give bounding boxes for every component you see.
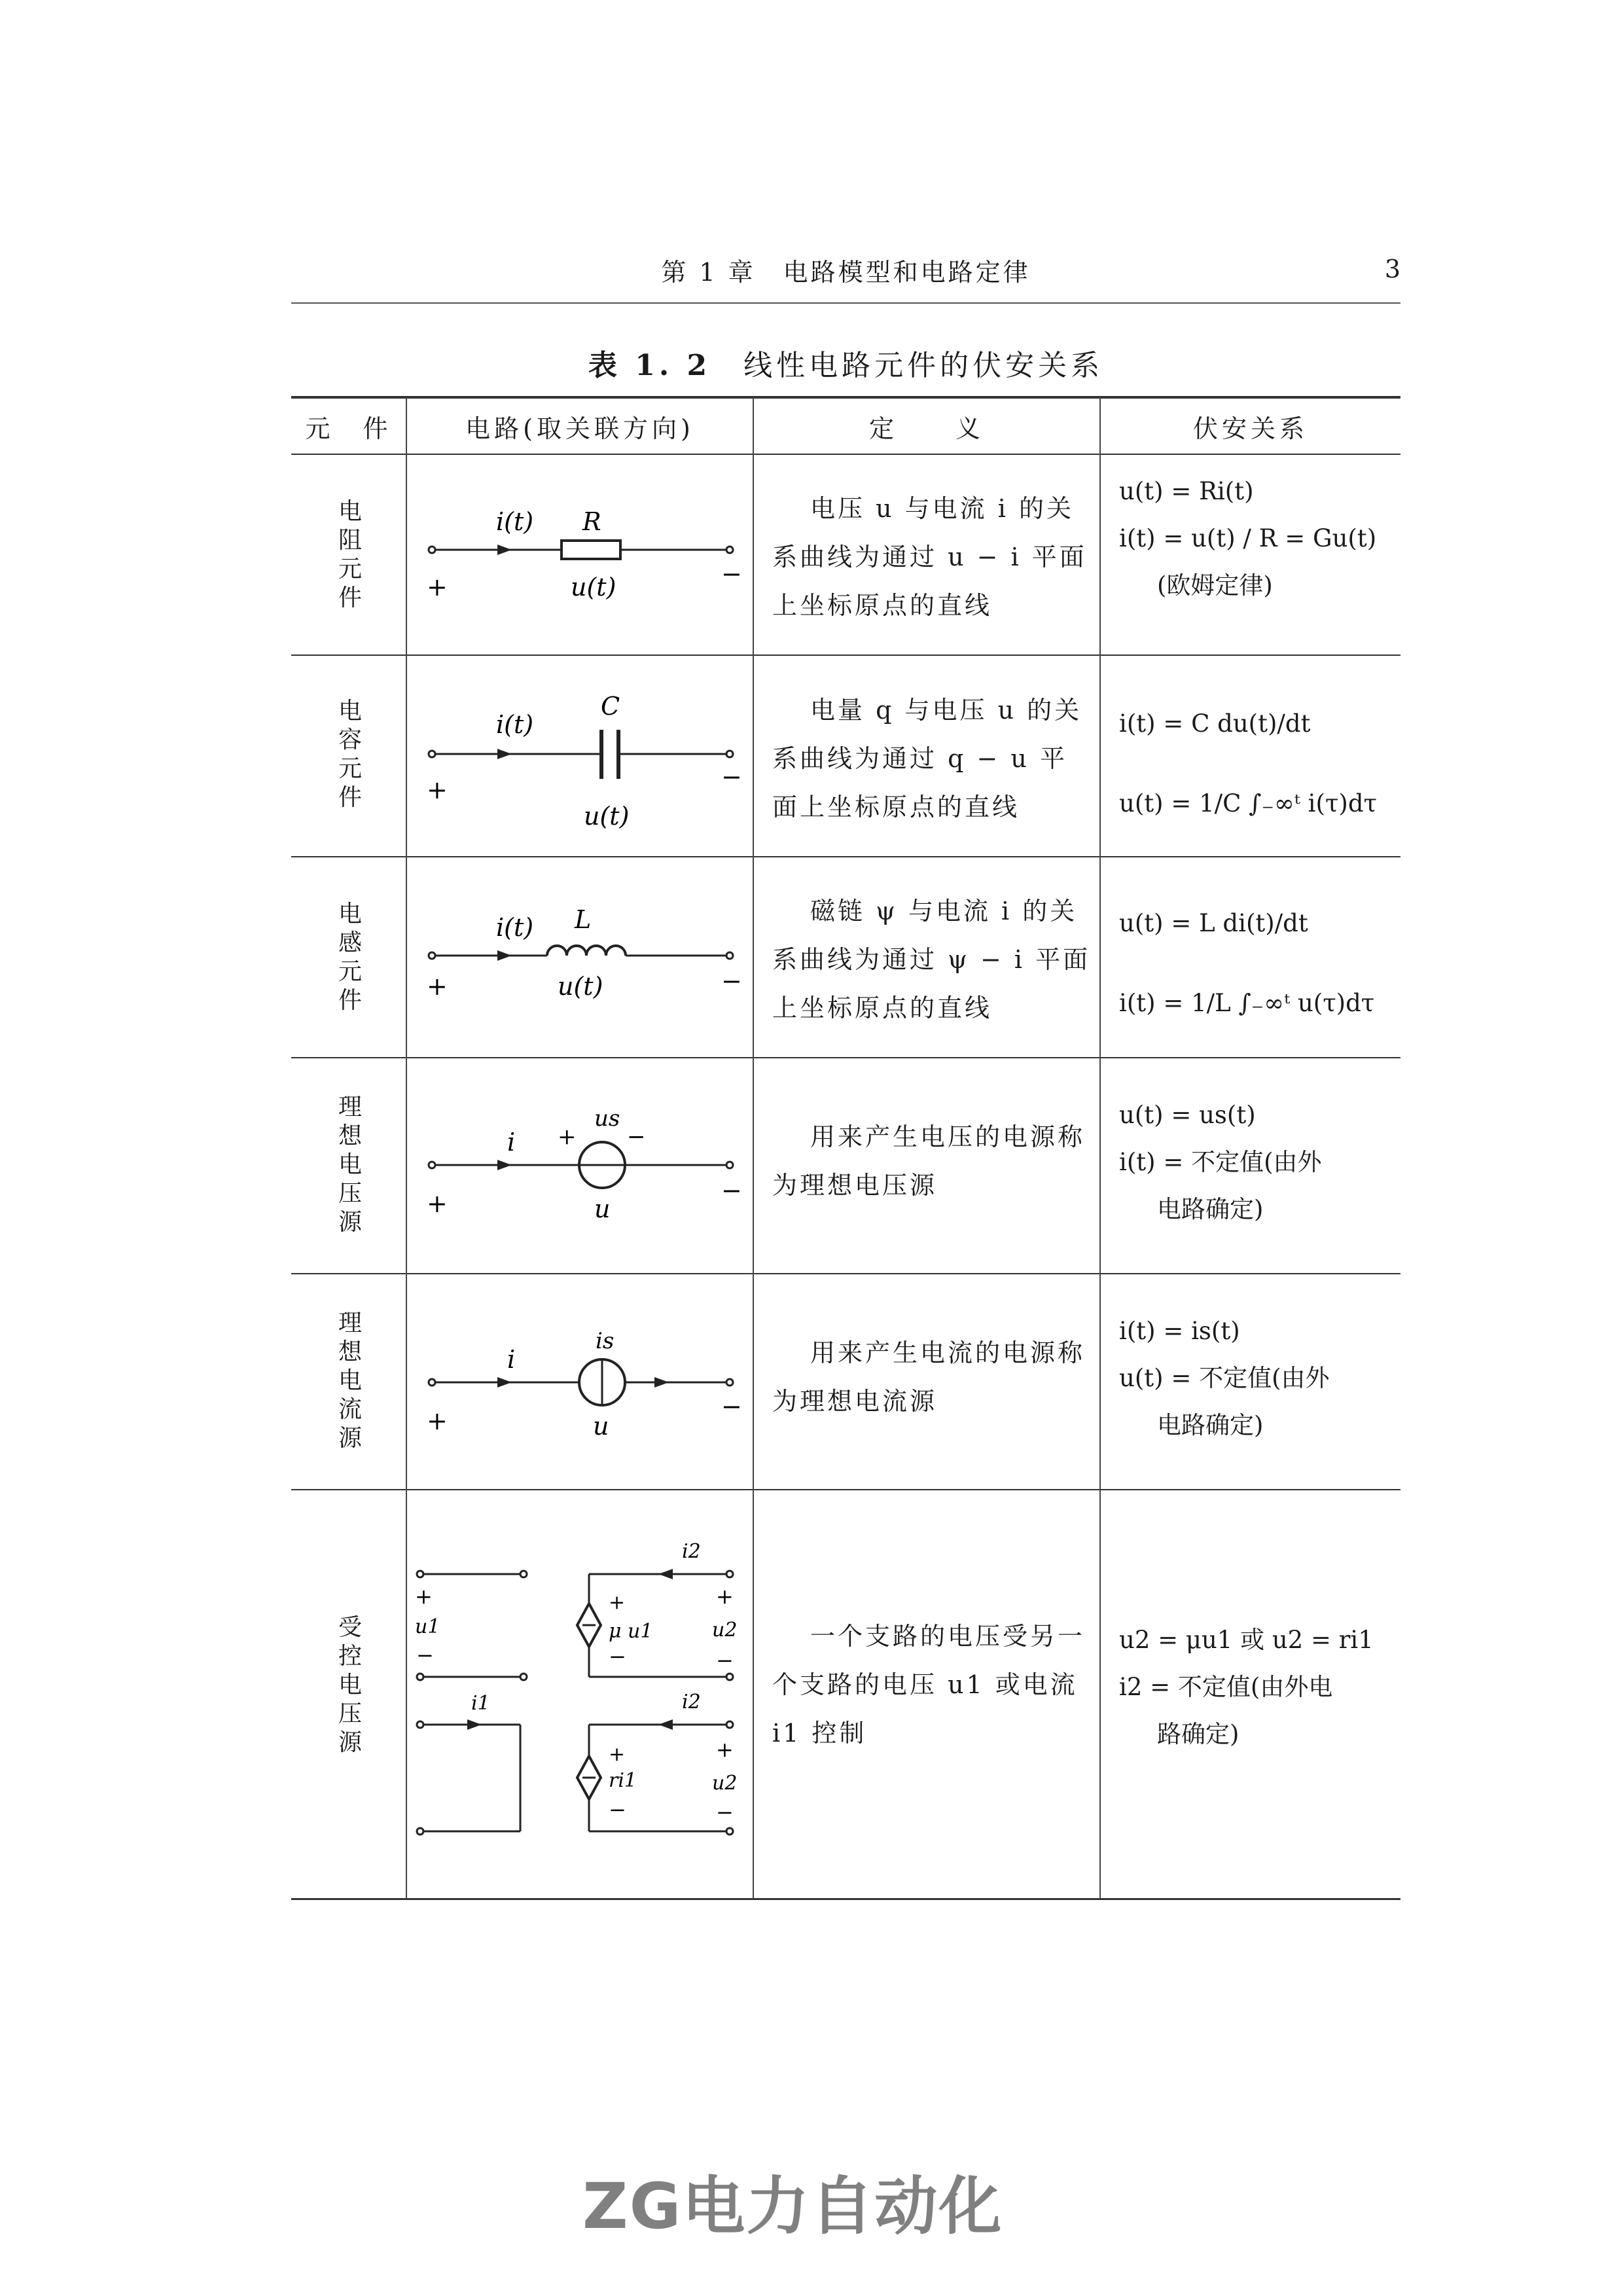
plus-sign: + (427, 972, 448, 1001)
header-circuit: 电路(取关联方向) (465, 414, 694, 443)
row-divider (291, 1489, 1400, 1490)
voltage-source-circuit (419, 1100, 746, 1250)
header-vi-relation: 伏安关系 (1192, 414, 1308, 443)
current-label: i(t) (496, 507, 534, 536)
minus-sign: − (416, 1643, 434, 1668)
control-current-label: i1 (471, 1692, 490, 1715)
minus-sign: − (609, 1644, 626, 1669)
resistor-symbol (562, 541, 620, 559)
definition-text: 电压 u 与电流 i 的关系曲线为通过 u − i 平面上坐标原点的直线 (772, 494, 1087, 620)
plus-sign: + (609, 1743, 626, 1766)
output-current-label: i2 (682, 1691, 701, 1713)
plus-sign: + (415, 1584, 433, 1609)
header-rule (291, 302, 1400, 304)
vi-relation: u(t) = L di(t)/dt i(t) = 1/L ∫₋∞ᵗ u(τ)dτ (1119, 909, 1375, 1017)
plus-sign: + (427, 1189, 448, 1218)
definition-text: 一个支路的电压受另一个支路的电压 u1 或电流 i1 控制 (772, 1622, 1086, 1748)
output-voltage-label: u2 (712, 1772, 738, 1795)
current-arrow-icon (497, 749, 512, 759)
output-voltage-label: u2 (712, 1619, 738, 1641)
table-number: 表 1. 2 (588, 349, 711, 382)
minus-sign: − (721, 1176, 742, 1205)
source-label: us (594, 1105, 620, 1132)
component-label: R (582, 507, 601, 536)
voltage-label: u(t) (571, 573, 616, 601)
plus-sign: + (609, 1591, 626, 1614)
minus-sign: − (716, 1648, 734, 1673)
current-arrow-icon (658, 1719, 673, 1730)
current-label: i (507, 1128, 516, 1157)
plus-sign: + (427, 1407, 448, 1435)
row-divider (291, 1273, 1400, 1274)
current-arrow-icon (658, 1569, 673, 1579)
minus-sign: − (609, 1797, 626, 1822)
element-name: 电容元件 (338, 698, 362, 811)
vi-relation: i(t) = C du(t)/dt u(t) = 1/C ∫₋∞ᵗ i(τ)dτ (1119, 709, 1378, 817)
publisher-logo: ZG电力自动化 (582, 2170, 1003, 2243)
voltage-label: u(t) (558, 972, 603, 1001)
element-name: 理想电压源 (338, 1094, 362, 1236)
current-arrow-icon (497, 1377, 512, 1388)
current-arrow-icon (467, 1719, 482, 1730)
ccvs-label: ri1 (609, 1769, 637, 1792)
element-name: 电阻元件 (338, 498, 362, 611)
column-divider (1099, 397, 1101, 1899)
current-source-circuit (419, 1316, 746, 1466)
current-arrow-icon (497, 1160, 512, 1170)
table-title: 线性电路元件的伏安关系 (743, 349, 1104, 382)
controlled-source-circuit (412, 1525, 753, 1892)
plus-sign: + (716, 1584, 734, 1609)
page-number: 3 (1384, 255, 1400, 283)
control-voltage-label: u1 (415, 1615, 440, 1638)
row-divider (291, 1057, 1400, 1058)
definition-text: 磁链 ψ 与电流 i 的关系曲线为通过 ψ − i 平面上坐标原点的直线 (772, 897, 1091, 1022)
header-definition: 定 义 (868, 414, 984, 443)
table-bottom-rule (291, 1898, 1400, 1900)
table-caption (291, 342, 1400, 384)
vi-relation: u2 = μu1 或 u2 = ri1 i2 = 不定值(由外电 路确定) (1119, 1626, 1374, 1748)
voltage-label: u(t) (584, 802, 630, 831)
current-label: i (507, 1345, 516, 1374)
minus-sign: − (721, 762, 742, 791)
capacitor-circuit (419, 694, 746, 838)
column-divider (753, 397, 754, 1899)
vi-relation: u(t) = us(t) i(t) = 不定值(由外 电路确定) (1119, 1101, 1322, 1223)
output-current-label: i2 (682, 1540, 701, 1563)
current-label: i(t) (496, 913, 534, 942)
minus-sign: − (716, 1800, 734, 1825)
source-label: is (596, 1328, 615, 1354)
row-divider (291, 655, 1400, 656)
header-element: 元 件 (305, 414, 392, 443)
minus-sign: − (721, 967, 742, 996)
plus-sign: + (716, 1737, 734, 1762)
source-minus: − (627, 1124, 646, 1150)
minus-sign: − (721, 560, 742, 588)
vi-relation: u(t) = Ri(t) i(t) = u(t) / R = Gu(t) (欧姆定律) (1119, 477, 1377, 600)
vi-relation: i(t) = is(t) u(t) = 不定值(由外 电路确定) (1119, 1317, 1330, 1439)
running-head (291, 252, 1400, 291)
source-plus: + (558, 1124, 577, 1150)
element-name: 电感元件 (338, 901, 362, 1014)
current-arrow-icon (654, 1377, 669, 1388)
element-name: 受控电压源 (338, 1614, 362, 1756)
table-top-rule (291, 396, 1400, 399)
current-arrow-icon (497, 950, 512, 961)
current-arrow-icon (497, 545, 512, 555)
row-divider (291, 856, 1400, 857)
voltage-label: u (594, 1194, 611, 1223)
column-divider (406, 397, 407, 1899)
current-label: i(t) (496, 710, 534, 739)
element-name: 理想电流源 (338, 1310, 362, 1452)
plus-sign: + (427, 776, 448, 804)
component-label: C (601, 692, 620, 721)
inductor-coil (547, 946, 626, 956)
plus-sign: + (427, 573, 448, 601)
resistor-circuit (419, 497, 746, 628)
minus-sign: − (721, 1392, 742, 1421)
inductor-circuit (419, 903, 746, 1034)
definition-text: 用来产生电压的电源称为理想电压源 (772, 1122, 1086, 1200)
voltage-label: u (593, 1412, 609, 1441)
definition-text: 电量 q 与电压 u 的关系曲线为通过 q − u 平面上坐标原点的直线 (772, 696, 1082, 821)
component-label: L (575, 905, 592, 934)
definition-text: 用来产生电流的电源称为理想电流源 (772, 1338, 1086, 1416)
chapter-title: 第 1 章 电路模型和电路定律 (661, 258, 1031, 287)
vcvs-label: μ u1 (609, 1620, 653, 1643)
